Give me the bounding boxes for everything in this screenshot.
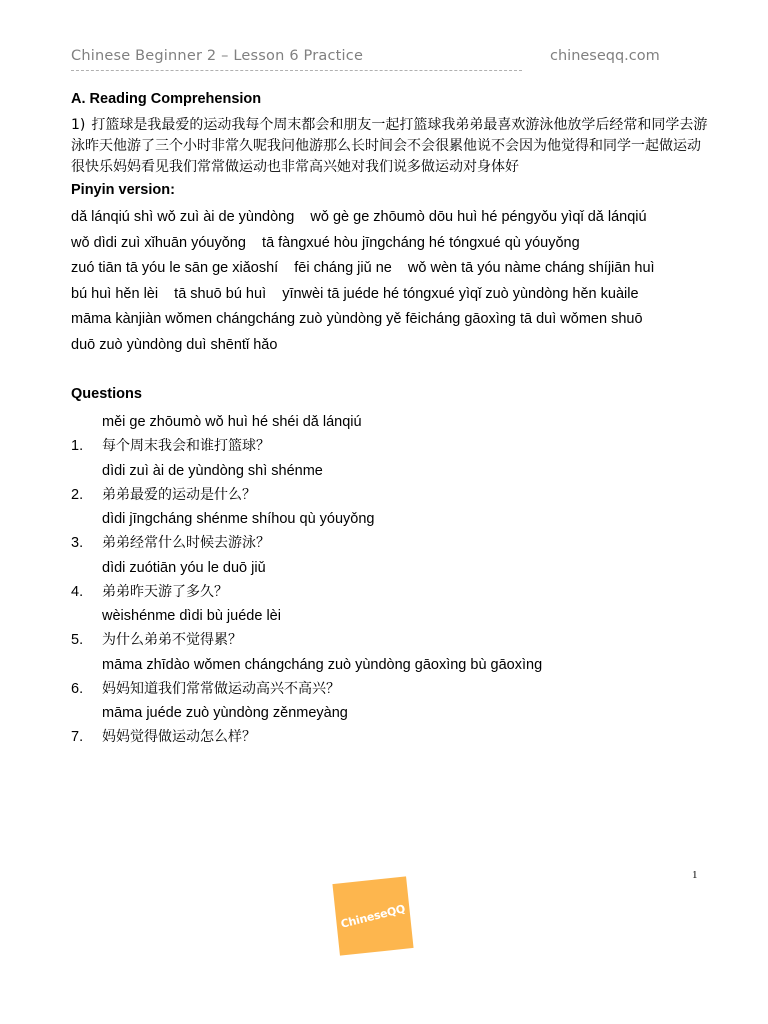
question-pinyin: měi ge zhōumò wǒ huì hé shéi dǎ lánqiú <box>102 414 362 430</box>
question-item <box>71 532 711 557</box>
pinyin-version <box>71 206 731 360</box>
question-number: 5. <box>71 632 84 648</box>
question-pinyin: māma juéde zuò yùndòng zěnmeyàng <box>102 705 348 721</box>
question-item <box>71 484 711 509</box>
question-pinyin: dìdi zuì ài de yùndòng shì shénme <box>102 462 323 479</box>
question-number: 3. <box>71 535 84 551</box>
pinyin-line: māma kànjiàn wǒmen chángcháng zuò yùndòng yě fēicháng gāoxìng tā duì wǒmen shuō <box>71 311 643 328</box>
pinyin-line: zuó tiān tā yóu le sān ge xiǎoshí fēi cháng jiǔ ne wǒ wèn tā yóu nàme cháng shíjiān huì <box>71 260 655 277</box>
question-item <box>71 581 711 606</box>
questions-title: Questions <box>71 386 142 402</box>
header-site: chineseqq.com <box>550 48 660 64</box>
question-pinyin: dìdi zuótiān yóu le duō jiǔ <box>102 559 266 576</box>
question-chinese: 弟弟昨天游了多久？ <box>102 583 228 600</box>
questions-list <box>71 411 711 751</box>
question-item <box>71 435 711 460</box>
question-number: 1. <box>71 438 84 454</box>
question-number: 7. <box>71 729 84 745</box>
question-pinyin: māma zhīdào wǒmen chángcháng zuò yùndòng gāoxìng bù gāoxìng <box>102 656 543 673</box>
reading-passage <box>71 115 711 178</box>
question-item <box>71 678 711 703</box>
pinyin-line: duō zuò yùndòng duì shēntǐ hǎo <box>71 336 278 353</box>
section-title: A. Reading Comprehension <box>71 91 262 107</box>
pinyin-line: dǎ lánqiú shì wǒ zuì ài de yùndòng wǒ gè ge zhōumò dōu huì hé péngyǒu yìqǐ dǎ lánqiú <box>71 209 647 225</box>
header-divider <box>71 70 522 71</box>
passage-number: 1) <box>71 117 86 133</box>
question-chinese: 妈妈觉得做运动怎么样？ <box>102 729 256 745</box>
pinyin-line: bú huì hěn lèi tā shuō bú huì yīnwèi tā juéde hé tóngxué yìqǐ zuò yùndòng hěn kuàile <box>71 285 639 302</box>
question-number: 2. <box>71 486 84 503</box>
pinyin-line: wǒ dìdi zuì xǐhuān yóuyǒng tā fàngxué hòu jīngcháng hé tóngxué qù yóuyǒng <box>71 234 580 251</box>
question-number: 4. <box>71 583 84 600</box>
chineseqq-logo <box>332 876 413 955</box>
pinyin-title: Pinyin version: <box>71 182 175 198</box>
passage-text: 打篮球是我最爱的运动我每个周末都会和朋友一起打篮球我弟弟最喜欢游泳他放学后经常和同学去游泳昨天他游了三个小时非常久呢我问他游那么长时间会不会很累他说不会因为他觉得和同学一起做运动很快乐妈妈看见我们常常做运动也非常高兴她对我们说多做运动对身体好 <box>71 117 708 175</box>
question-chinese: 弟弟最爱的运动是什么？ <box>102 486 256 503</box>
header-title: Chinese Beginner 2 – Lesson 6 Practice <box>71 48 364 64</box>
question-number: 6. <box>71 680 84 697</box>
question-item <box>71 629 711 654</box>
logo-text: ChineseQQ <box>339 901 407 931</box>
question-chinese: 为什么弟弟不觉得累？ <box>102 632 242 648</box>
question-pinyin: dìdi jīngcháng shénme shíhou qù yóuyǒng <box>102 511 375 527</box>
question-chinese: 每个周末我会和谁打篮球？ <box>102 438 270 454</box>
question-chinese: 弟弟经常什么时候去游泳？ <box>102 535 270 551</box>
question-item <box>71 726 711 751</box>
question-chinese: 妈妈知道我们常常做运动高兴不高兴？ <box>102 680 340 697</box>
page-number: 1 <box>692 869 698 881</box>
question-pinyin: wèishénme dìdi bù juéde lèi <box>102 608 281 624</box>
